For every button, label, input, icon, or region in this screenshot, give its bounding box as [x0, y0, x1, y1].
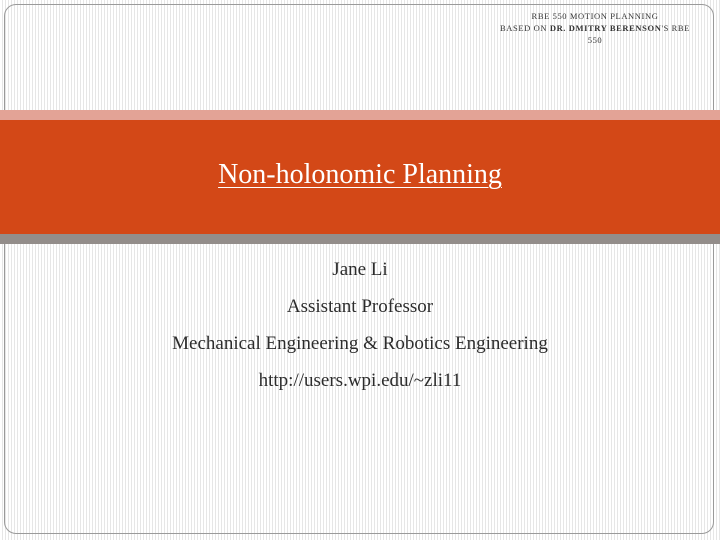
header-line-2-suffix: 'S RBE — [661, 23, 690, 33]
header-line-3: 550 — [587, 35, 603, 45]
header-line-2-author: DR. DMITRY BERENSON — [549, 23, 662, 33]
header-line-2 — [470, 22, 720, 34]
title-band-top-stripe — [0, 110, 720, 120]
header-line-2-prefix: BASED ON — [500, 23, 550, 33]
header-note — [470, 10, 720, 46]
presenter-department: Mechanical Engineering & Robotics Engineering — [172, 333, 548, 354]
presenter-position: Assistant Professor — [286, 296, 434, 317]
header-line-1: RBE 550 MOTION PLANNING — [531, 11, 659, 21]
slide-title: Non-holonomic Planning — [218, 159, 502, 190]
presenter-name: Jane Li — [332, 259, 388, 280]
presenter-url: http://users.wpi.edu/~zli11 — [258, 370, 462, 391]
title-band-bottom-stripe — [0, 234, 720, 244]
slide-subtitle — [0, 256, 720, 404]
